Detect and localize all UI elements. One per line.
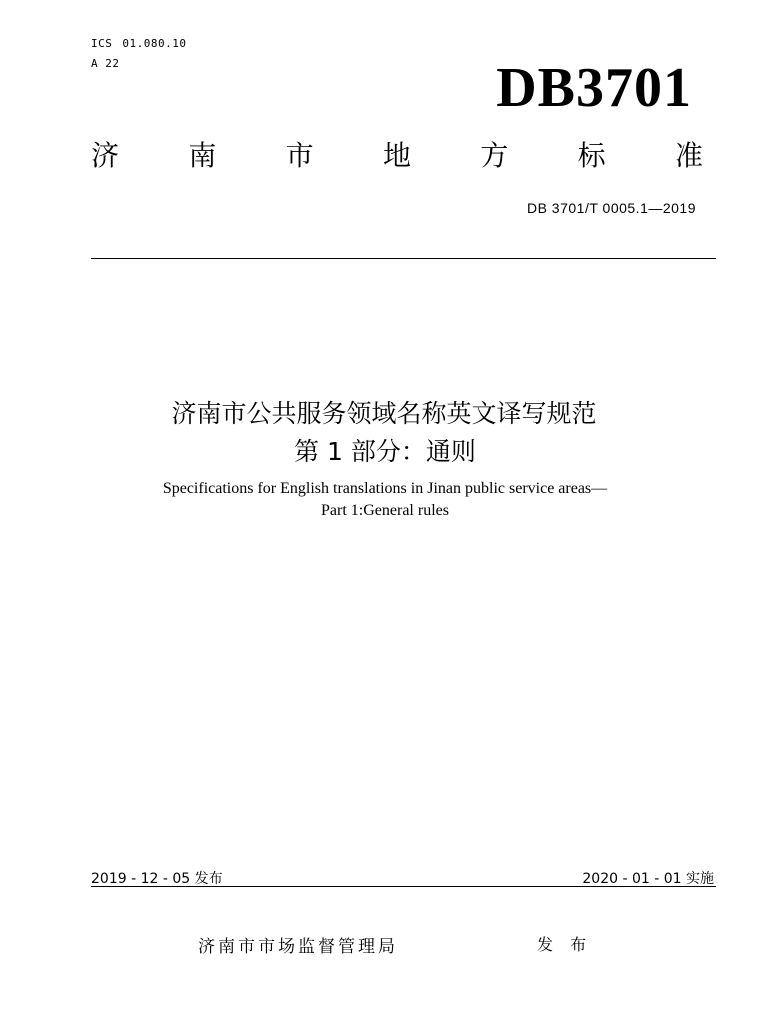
issuer-action: 发 布 [537,935,593,954]
issue-date: 2019 - 12 - 05 发布 [91,871,223,887]
standard-type-char: 标 [577,139,606,172]
title-english-line-2: Part 1:General rules [321,502,449,519]
standard-type-char: 市 [285,139,314,172]
title-chinese-line-1: 济南市公共服务领域名称英文译写规范 [171,399,597,428]
title-english [0,478,770,522]
title-chinese-line-2: 第 1 部分：通则 [294,437,476,466]
ics-number: 01.080.10 [122,37,187,50]
title-english-line-1: Specifications for English translations in Jinan public service areas— [162,480,608,497]
db-logo: DB3701 [496,57,692,119]
ics-code [91,37,196,50]
issuer-name: 济南市市场监督管理局 [198,937,398,957]
bottom-divider [91,886,716,887]
standard-type [91,139,703,172]
ics-label: ICS [91,37,113,50]
standard-type-char: 方 [480,139,509,172]
standard-type-char: 南 [188,139,217,172]
standard-number: DB 3701/T 0005.1—2019 [526,200,696,216]
standard-type-char: 准 [674,139,703,172]
top-divider [91,258,716,259]
title-chinese [0,395,770,471]
standard-type-char: 地 [382,139,411,172]
implementation-date: 2020 - 01 - 01 实施 [582,871,714,887]
classification-code: A 22 [91,57,120,70]
standard-type-char: 济 [91,139,120,172]
